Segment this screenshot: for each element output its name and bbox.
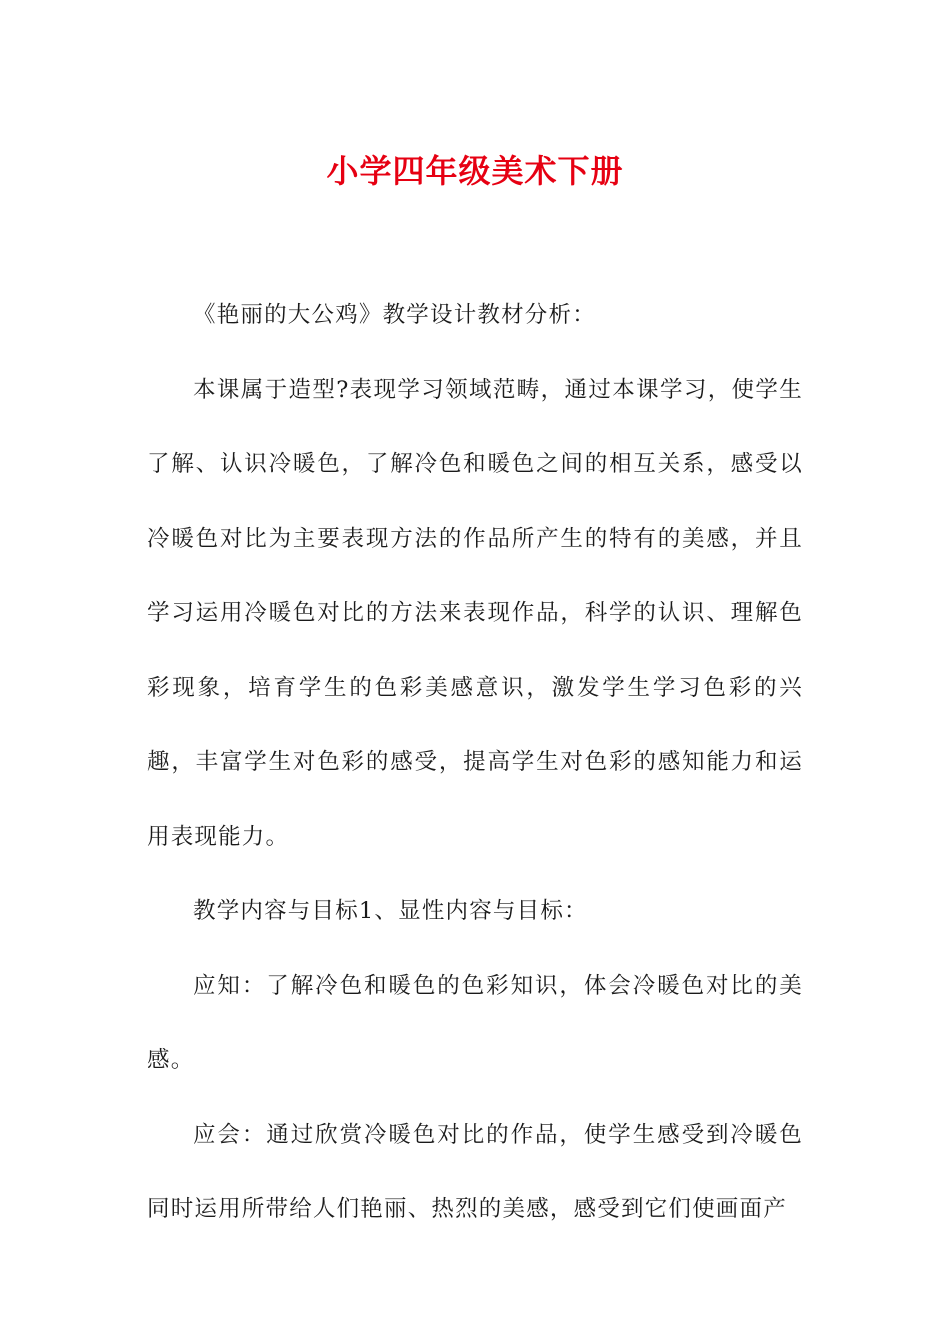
paragraph-heading-analysis: 《艳丽的大公鸡》教学设计教材分析： <box>193 302 596 328</box>
paragraph-lesson-description: 本课属于造型?表现学习领域范畴，通过本课学习，使学生了解、认识冷暖色，了解冷色和暖色之间的相互关系，感受以冷暖色对比为主要表现方法的作品所产生的特有的美感，并且学习运用冷暖色对比的方法来表现作品，科学的认识、理解色彩现象，培育学生的色彩美感意识，激发学生学习色彩的兴趣，丰富学生对色彩的感受，提高学生对色彩的感知能力和运用表现能力。 <box>147 376 803 850</box>
paragraph-should-do: 应会：通过欣赏冷暖色对比的作品，使学生感受到冷暖色同时运用所带给人们艳丽、热烈的美感，感受到它们使画面产 <box>147 1121 803 1222</box>
paragraph-heading-goals: 教学内容与目标1、显性内容与目标： <box>193 898 588 924</box>
paragraph-should-know: 应知：了解冷色和暖色的色彩知识，体会冷暖色对比的美感。 <box>147 972 803 1073</box>
document-title: 小学四年级美术下册 <box>326 152 624 190</box>
document-body <box>147 278 803 1247</box>
